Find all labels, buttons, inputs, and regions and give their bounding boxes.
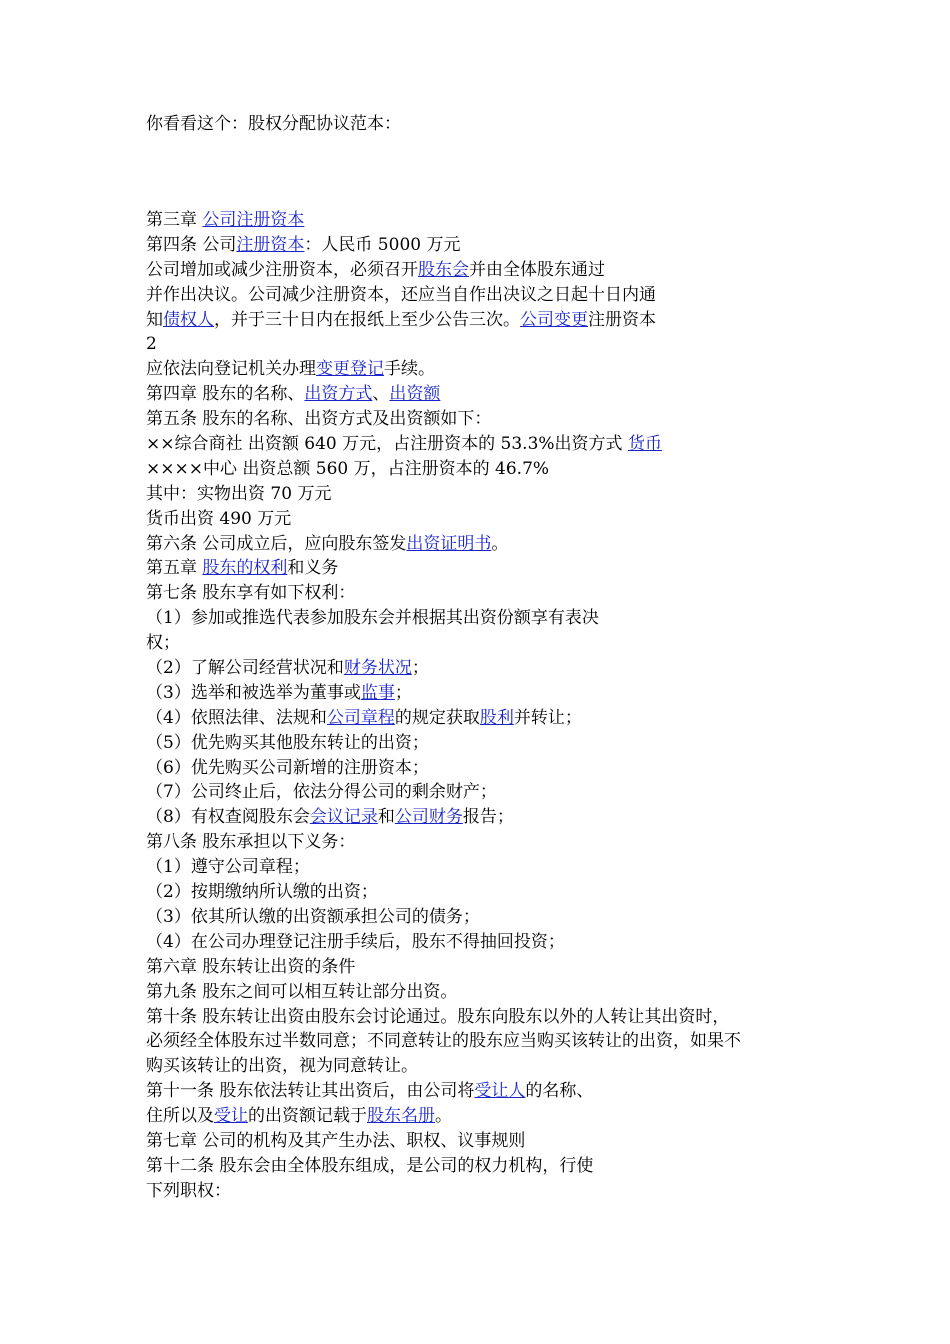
inline-link[interactable]: 受让人 xyxy=(474,1081,526,1102)
text-run: 第六条 公司成立后，应向股东签发 xyxy=(146,533,407,554)
inline-link[interactable]: 公司财务 xyxy=(394,807,463,828)
inline-link[interactable]: 公司注册资本 xyxy=(202,210,305,230)
text-run: 权； xyxy=(146,633,180,654)
text-line xyxy=(146,283,826,308)
text-line xyxy=(146,706,826,731)
text-line xyxy=(146,756,826,781)
inline-link[interactable]: 监事 xyxy=(360,682,395,703)
document-page xyxy=(146,112,826,1204)
text-line xyxy=(146,233,826,258)
text-line xyxy=(146,1079,826,1104)
text-run: ××××中心 出资总额 560 万，占注册资本的 46.7% xyxy=(146,458,550,479)
inline-link[interactable]: 财务状况 xyxy=(343,658,412,679)
text-run: ××综合商社 出资额 640 万元，占注册资本的 53.3%出资方式 xyxy=(146,434,628,455)
text-line xyxy=(146,955,826,980)
text-run: 的名称、 xyxy=(525,1081,594,1102)
text-run: 第三章 xyxy=(146,210,203,230)
text-run: 和 xyxy=(377,807,395,828)
text-run: 第十一条 股东依法转让其出资后，由公司将 xyxy=(146,1081,475,1102)
inline-link[interactable]: 变更登记 xyxy=(316,359,384,380)
text-run: 第八条 股东承担以下义务： xyxy=(146,832,356,853)
text-run: 手续。 xyxy=(384,359,435,380)
text-run: 货币出资 490 万元 xyxy=(146,508,292,529)
text-run: 第七章 公司的机构及其产生办法、职权、议事规则 xyxy=(146,1130,526,1151)
text-line xyxy=(146,556,826,581)
text-run: 第四条 公司 xyxy=(146,234,237,255)
text-line xyxy=(146,606,826,631)
inline-link[interactable]: 公司章程 xyxy=(326,707,395,728)
text-run: （4）依照法律、法规和 xyxy=(146,707,327,728)
inline-link[interactable]: 债权人 xyxy=(163,309,214,330)
text-run: 第九条 股东之间可以相互转让部分出资。 xyxy=(146,981,458,1002)
text-run: 的出资额记载于 xyxy=(248,1106,367,1127)
text-run: 和义务 xyxy=(287,558,339,579)
text-line xyxy=(146,930,826,955)
text-run: 第七条 股东享有如下权利： xyxy=(146,583,356,604)
text-line xyxy=(146,1104,826,1129)
text-line xyxy=(146,357,826,382)
text-line xyxy=(146,656,826,681)
text-line xyxy=(146,432,826,457)
inline-link[interactable]: 股东名册 xyxy=(367,1106,435,1127)
inline-link[interactable]: 注册资本 xyxy=(236,234,305,255)
text-run: 下列职权： xyxy=(146,1180,231,1201)
text-line xyxy=(146,830,826,855)
text-line xyxy=(146,507,826,532)
inline-link[interactable]: 货币 xyxy=(627,434,662,455)
text-run: 第五章 xyxy=(146,558,203,579)
text-line xyxy=(146,1029,826,1054)
inline-link[interactable]: 出资证明书 xyxy=(406,533,492,554)
inline-link[interactable]: 受让 xyxy=(214,1106,248,1127)
inline-link[interactable]: 会议记录 xyxy=(309,807,378,828)
text-line xyxy=(146,905,826,930)
text-run: （4）在公司办理登记注册手续后，股东不得抽回投资； xyxy=(146,931,565,952)
text-run: 并作出决议。公司减少注册资本，还应当自作出决议之日起十日内通 xyxy=(146,284,656,305)
text-run: （3）选举和被选举为董事或 xyxy=(146,682,361,703)
text-run: 的规定获取 xyxy=(394,707,480,728)
text-line xyxy=(146,1005,826,1030)
text-line xyxy=(146,208,826,233)
text-run: （3）依其所认缴的出资额承担公司的债务； xyxy=(146,906,480,927)
text-run: ； xyxy=(394,682,412,703)
text-line xyxy=(146,855,826,880)
inline-link[interactable]: 出资方式 xyxy=(304,384,373,405)
text-line xyxy=(146,880,826,905)
text-line xyxy=(146,581,826,606)
text-run: 知 xyxy=(146,309,163,330)
text-run: 、 xyxy=(372,384,390,405)
text-line xyxy=(146,980,826,1005)
text-line xyxy=(146,258,826,283)
text-run: 其中：实物出资 70 万元 xyxy=(146,483,332,504)
text-run: 并由全体股东通过 xyxy=(469,259,605,280)
text-run: 。 xyxy=(435,1106,452,1127)
text-line xyxy=(146,1129,826,1154)
text-run: （2）按期缴纳所认缴的出资； xyxy=(146,882,378,903)
text-run: （1）参加或推选代表参加股东会并根据其出资份额享有表决 xyxy=(146,608,599,629)
inline-link[interactable]: 公司变更 xyxy=(520,309,588,330)
text-line xyxy=(146,805,826,830)
text-run: （6）优先购买公司新增的注册资本； xyxy=(146,757,429,778)
inline-link[interactable]: 出资额 xyxy=(389,384,441,405)
text-run: 注册资本 xyxy=(588,309,656,330)
text-run: 第六章 股东转让出资的条件 xyxy=(146,956,356,977)
text-line xyxy=(146,731,826,756)
text-run: 第十条 股东转让出资由股东会讨论通过。股东向股东以外的人转让其出资时， xyxy=(146,1006,730,1027)
text-run: （8）有权查阅股东会 xyxy=(146,807,310,828)
text-line xyxy=(146,681,826,706)
text-line xyxy=(146,332,826,357)
text-line xyxy=(146,1054,826,1079)
text-line xyxy=(146,382,826,407)
text-run: 应依法向登记机关办理 xyxy=(146,359,316,380)
intro-text: 你看看这个：股权分配协议范本： xyxy=(146,114,401,134)
text-line xyxy=(146,1179,826,1204)
text-run: （2）了解公司经营状况和 xyxy=(146,658,344,679)
text-run: 必须经全体股东过半数同意；不同意转让的股东应当购买该转让的出资，如果不 xyxy=(146,1031,741,1052)
text-run: 并转让； xyxy=(513,707,582,728)
inline-link[interactable]: 股东会 xyxy=(418,259,469,280)
text-run: 2 xyxy=(146,334,157,355)
inline-link[interactable]: 股利 xyxy=(479,707,514,728)
inline-link[interactable]: 股东的权利 xyxy=(202,558,288,579)
text-run: ，并于三十日内在报纸上至少公告三次。 xyxy=(214,309,520,330)
text-run: 报告； xyxy=(462,807,514,828)
document-body xyxy=(146,208,826,1204)
text-line xyxy=(146,308,826,333)
text-run: （1）遵守公司章程； xyxy=(146,857,310,878)
text-line xyxy=(146,457,826,482)
text-run: 公司增加或减少注册资本，必须召开 xyxy=(146,259,418,280)
text-run: 第十二条 股东会由全体股东组成，是公司的权力机构，行使 xyxy=(146,1155,594,1176)
text-line xyxy=(146,1154,826,1179)
text-run: 第四章 股东的名称、 xyxy=(146,384,305,405)
text-run: ； xyxy=(411,658,429,679)
text-run: 第五条 股东的名称、出资方式及出资额如下： xyxy=(146,409,492,430)
text-line xyxy=(146,780,826,805)
text-run: 。 xyxy=(491,533,509,554)
text-run: （7）公司终止后，依法分得公司的剩余财产； xyxy=(146,782,497,803)
text-run: 住所以及 xyxy=(146,1106,214,1127)
text-line xyxy=(146,631,826,656)
text-line xyxy=(146,407,826,432)
text-run: ：人民币 5000 万元 xyxy=(304,234,461,255)
text-run: （5）优先购买其他股东转让的出资； xyxy=(146,732,429,753)
text-line xyxy=(146,482,826,507)
text-run: 购买该转让的出资，视为同意转让。 xyxy=(146,1056,418,1077)
text-line xyxy=(146,532,826,557)
